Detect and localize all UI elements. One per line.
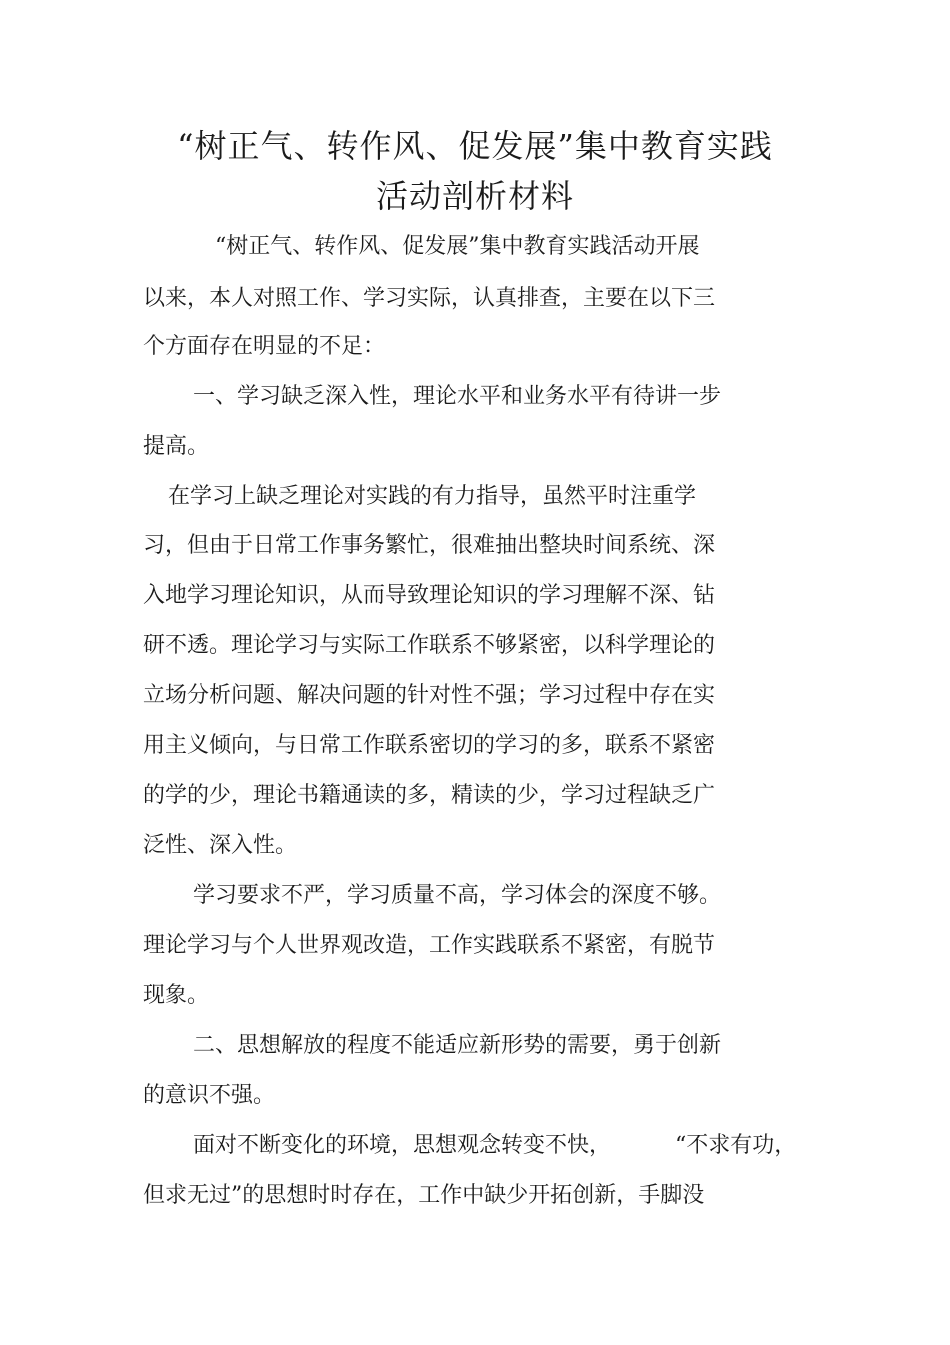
body-line: 泛性、深入性。: [143, 833, 298, 858]
document-title-line-2: 活动剖析材料: [375, 177, 574, 215]
section-heading-1: 一、学习缺乏深入性，理论水平和业务水平有待讲一步: [193, 384, 722, 409]
body-line: 个方面存在明显的不足：: [143, 334, 386, 359]
section-heading-2: 二、思想解放的程度不能适应新形势的需要，勇于创新: [193, 1033, 722, 1058]
body-line: 的学的少，理论书籍通读的多，精读的少，学习过程缺乏广: [143, 783, 716, 808]
body-line: 学习要求不严，学习质量不高，学习体会的深度不够。: [193, 883, 722, 908]
body-line: 面对不断变化的环境，思想观念转变不快，: [193, 1133, 612, 1158]
section-heading-2-cont: 的意识不强。: [143, 1083, 276, 1108]
body-line: 在学习上缺乏理论对实践的有力指导，虽然平时注重学: [168, 484, 697, 509]
document-title-line-1: “树正气、转作风、促发展”集中教育实践: [177, 127, 773, 165]
section-heading-1-cont: 提高。: [143, 434, 210, 459]
body-line: 入地学习理论知识，从而导致理论知识的学习理解不深、钻: [143, 583, 716, 608]
body-line: “树正气、转作风、促发展”集中教育实践活动开展: [215, 234, 700, 259]
body-line: 立场分析问题、解决问题的针对性不强；学习过程中存在实: [143, 683, 716, 708]
body-line: 习，但由于日常工作事务繁忙，很难抽出整块时间系统、深: [143, 533, 716, 558]
body-line: 用主义倾向，与日常工作联系密切的学习的多，联系不紧密: [143, 733, 716, 758]
body-line: 但求无过”的思想时时存在，工作中缺少开拓创新，手脚没: [143, 1183, 705, 1208]
body-line: 理论学习与个人世界观改造，工作实践联系不紧密，有脱节: [143, 933, 716, 958]
body-line-quote: “不求有功，: [675, 1133, 797, 1158]
body-line: 以来，本人对照工作、学习实际，认真排查，主要在以下三: [143, 286, 716, 311]
body-line: 研不透。理论学习与实际工作联系不够紧密，以科学理论的: [143, 633, 716, 658]
body-line: 现象。: [143, 983, 210, 1008]
